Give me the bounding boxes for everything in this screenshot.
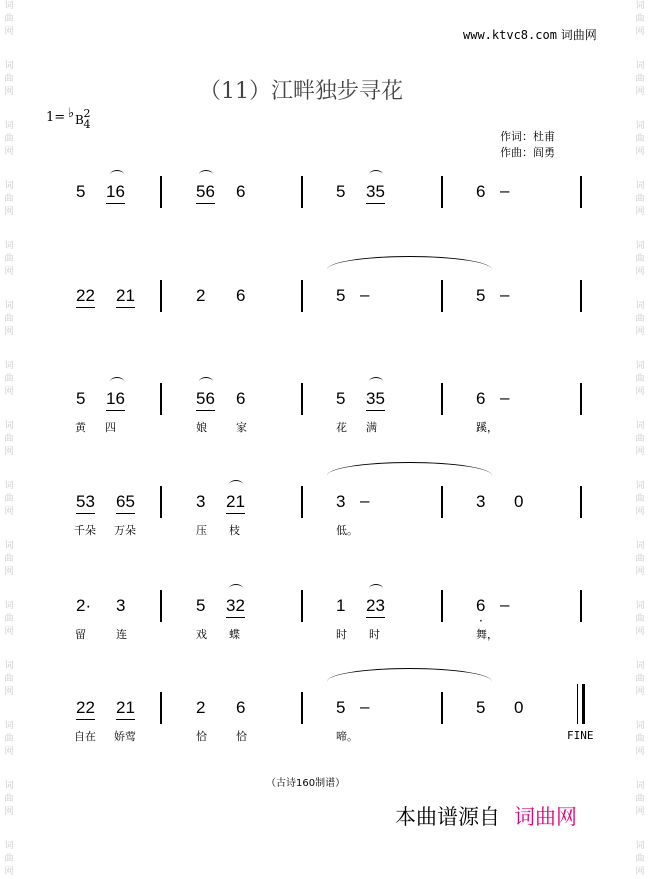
watermark-char: 词 xyxy=(4,661,14,671)
composer-credit: 作曲：阎勇 xyxy=(500,146,555,159)
flat-symbol: ♭ xyxy=(68,106,75,121)
bar-line xyxy=(301,383,303,415)
final-barline-thick xyxy=(582,684,585,724)
watermark-char: 曲 xyxy=(4,494,14,504)
lyric-syllable: 戏 xyxy=(196,628,207,641)
lyric-syllable: 恰 xyxy=(196,730,207,743)
watermark-char: 曲 xyxy=(4,854,14,864)
tie-arc xyxy=(369,377,383,386)
watermark-char: 曲 xyxy=(4,614,14,624)
watermark-char: 曲 xyxy=(4,554,14,564)
key-prefix: 1= xyxy=(46,110,66,125)
score-row-1 xyxy=(0,182,650,242)
note-group: 23 xyxy=(366,596,385,618)
bar-line xyxy=(441,590,443,622)
watermark-glyphs xyxy=(633,120,647,159)
watermark-char: 网 xyxy=(635,807,645,817)
watermark-char: 网 xyxy=(635,147,645,157)
score-row-6 xyxy=(0,698,650,758)
watermark-char: 网 xyxy=(4,747,14,757)
lyric-syllable: 四 xyxy=(105,421,116,434)
watermark-char: 网 xyxy=(635,447,645,457)
watermark-char: 词 xyxy=(635,481,645,491)
watermark-char: 词 xyxy=(4,841,14,851)
watermark-char: 曲 xyxy=(635,254,645,264)
watermark-char: 词 xyxy=(635,421,645,431)
watermark-char: 网 xyxy=(4,387,14,397)
score-row-2 xyxy=(0,286,650,346)
lyric-syllable: 蹊， xyxy=(476,421,498,434)
lyric-syllable: 枝 xyxy=(229,524,240,537)
note-group: 16 xyxy=(106,389,125,411)
note-group: 22 xyxy=(76,698,95,720)
watermark-glyphs xyxy=(633,0,647,39)
fine-marking: FINE xyxy=(567,729,594,742)
song-title: （11）江畔独步寻花 xyxy=(199,79,403,104)
meter-bottom: 4 xyxy=(83,118,91,131)
watermark-char: 网 xyxy=(4,447,14,457)
lyricist-credit: 作词：杜甫 xyxy=(500,130,555,143)
note: 5 xyxy=(476,286,486,305)
lyric-syllable: 自在 xyxy=(74,730,96,743)
watermark-char: 曲 xyxy=(4,734,14,744)
tie-arc xyxy=(110,170,124,179)
low-octave-dot: · xyxy=(479,614,483,628)
final-barline-thin xyxy=(577,684,578,724)
watermark-char: 网 xyxy=(4,147,14,157)
watermark-char: 曲 xyxy=(635,374,645,384)
note: 5 xyxy=(76,389,86,408)
watermark-char: 曲 xyxy=(4,794,14,804)
watermark-char: 词 xyxy=(4,1,14,11)
watermark-char: 词 xyxy=(635,721,645,731)
watermark-char: 网 xyxy=(4,567,14,577)
watermark-char: 网 xyxy=(635,747,645,757)
bar-line xyxy=(441,692,443,724)
watermark-char: 曲 xyxy=(4,14,14,24)
watermark-char: 词 xyxy=(635,1,645,11)
lyric-syllable: 蝶 xyxy=(229,628,240,641)
bar-line xyxy=(160,280,162,312)
bar-line xyxy=(441,486,443,518)
watermark-char: 网 xyxy=(635,507,645,517)
watermark-char: 曲 xyxy=(635,494,645,504)
source-prefix: 本曲谱源自 xyxy=(395,805,500,829)
score-row-5 xyxy=(0,596,650,656)
score-row-3 xyxy=(0,389,650,449)
watermark-char: 曲 xyxy=(635,794,645,804)
lyric-syllable: 啼。 xyxy=(336,730,358,743)
note-group: 21 xyxy=(226,492,245,514)
watermark-char: 曲 xyxy=(635,314,645,324)
note: 6 xyxy=(236,389,246,408)
tie-arc xyxy=(369,584,383,593)
watermark-glyphs xyxy=(2,780,16,819)
lyric-syllable: 万朵 xyxy=(114,524,136,537)
bar-line xyxy=(580,383,582,415)
note: 5 xyxy=(196,596,206,615)
watermark-char: 曲 xyxy=(4,254,14,264)
note: 6 xyxy=(476,596,486,615)
key-signature xyxy=(46,106,91,131)
watermark-char: 曲 xyxy=(4,434,14,444)
watermark-char: 网 xyxy=(635,207,645,217)
bar-line xyxy=(160,590,162,622)
watermark-glyphs xyxy=(633,240,647,279)
watermark-char: 网 xyxy=(635,567,645,577)
tie-arc xyxy=(229,584,243,593)
bar-line xyxy=(160,383,162,415)
watermark-char: 词 xyxy=(4,121,14,131)
watermark-char: 网 xyxy=(4,687,14,697)
note-group: 32 xyxy=(226,596,245,618)
slur-arc xyxy=(327,462,492,489)
lyric-syllable: 时 xyxy=(369,628,380,641)
watermark-char: 曲 xyxy=(635,614,645,624)
extension-dash: – xyxy=(360,491,370,510)
lyric-syllable: 连 xyxy=(116,628,127,641)
lyric-syllable: 千朵 xyxy=(74,524,96,537)
note-group: 65 xyxy=(116,492,135,514)
watermark-char: 词 xyxy=(635,121,645,131)
watermark-char: 词 xyxy=(4,781,14,791)
site-url[interactable]: www.ktvc8.com xyxy=(463,28,557,42)
bar-line xyxy=(580,486,582,518)
note-group: 35 xyxy=(366,389,385,411)
watermark-char: 词 xyxy=(4,361,14,371)
rest: 0 xyxy=(514,698,524,717)
watermark-char: 词 xyxy=(635,361,645,371)
note: 5 xyxy=(76,182,86,201)
watermark-char: 词 xyxy=(4,721,14,731)
bar-line xyxy=(580,176,582,208)
note-group: 53 xyxy=(76,492,95,514)
watermark-char: 曲 xyxy=(635,194,645,204)
note-group: 16 xyxy=(106,182,125,204)
bar-line xyxy=(580,590,582,622)
note: 5 xyxy=(336,389,346,408)
watermark-char: 网 xyxy=(4,87,14,97)
watermark-glyphs xyxy=(2,0,16,39)
watermark-glyphs xyxy=(633,660,647,699)
watermark-char: 曲 xyxy=(4,194,14,204)
lyric-syllable: 黄 xyxy=(75,421,86,434)
lyric-syllable: 家 xyxy=(236,421,247,434)
tie-arc xyxy=(229,480,243,489)
lyric-syllable: 满 xyxy=(366,421,377,434)
watermark-char: 网 xyxy=(4,867,14,877)
bar-line xyxy=(441,383,443,415)
watermark-char: 曲 xyxy=(635,434,645,444)
extension-dash: – xyxy=(500,181,510,200)
key-tonic: B xyxy=(75,113,84,127)
note: 5 xyxy=(476,698,486,717)
extension-dash: – xyxy=(360,285,370,304)
note: 2 xyxy=(196,698,206,717)
note-group: 56 xyxy=(196,182,215,204)
watermark-char: 网 xyxy=(4,507,14,517)
watermark-char: 词 xyxy=(635,601,645,611)
watermark-char: 网 xyxy=(4,267,14,277)
tie-arc xyxy=(199,377,213,386)
watermark-char: 曲 xyxy=(4,374,14,384)
watermark-char: 曲 xyxy=(635,674,645,684)
lyric-syllable: 低。 xyxy=(336,524,358,537)
watermark-char: 网 xyxy=(635,27,645,37)
watermark-char: 词 xyxy=(635,61,645,71)
note: 5 xyxy=(336,286,346,305)
note: 6 xyxy=(236,182,246,201)
bar-line xyxy=(301,590,303,622)
note: 5 xyxy=(336,698,346,717)
watermark-char: 网 xyxy=(4,627,14,637)
watermark-char: 词 xyxy=(635,301,645,311)
note: 6 xyxy=(476,182,486,201)
note-group: 56 xyxy=(196,389,215,411)
extension-dash: – xyxy=(360,697,370,716)
watermark-char: 曲 xyxy=(635,74,645,84)
watermark-char: 词 xyxy=(4,421,14,431)
watermark-char: 网 xyxy=(635,627,645,637)
bar-line xyxy=(160,486,162,518)
watermark-char: 网 xyxy=(635,867,645,877)
watermark-char: 词 xyxy=(4,601,14,611)
bar-line xyxy=(441,280,443,312)
watermark-glyphs xyxy=(633,60,647,99)
watermark-char: 网 xyxy=(635,687,645,697)
bar-line xyxy=(301,486,303,518)
watermark-char: 网 xyxy=(635,87,645,97)
lyric-syllable: 恰 xyxy=(236,730,247,743)
watermark-char: 词 xyxy=(4,301,14,311)
lyric-syllable: 时 xyxy=(336,628,347,641)
watermark-char: 曲 xyxy=(4,674,14,684)
note: 6 xyxy=(236,286,246,305)
arrangement-note: （古诗160制谱） xyxy=(266,778,346,789)
watermark-char: 网 xyxy=(4,807,14,817)
watermark-char: 曲 xyxy=(4,134,14,144)
watermark-char: 词 xyxy=(635,241,645,251)
source-credit xyxy=(395,801,577,831)
tie-arc xyxy=(110,377,124,386)
note: 3 xyxy=(196,492,206,511)
watermark-char: 词 xyxy=(635,661,645,671)
note: 2 xyxy=(196,286,206,305)
bar-line xyxy=(160,176,162,208)
watermark-char: 词 xyxy=(635,181,645,191)
site-name: 词曲网 xyxy=(560,28,597,42)
lyric-syllable: 娇莺 xyxy=(114,730,136,743)
note: 1 xyxy=(336,596,346,615)
watermark-char: 词 xyxy=(4,61,14,71)
watermark-char: 曲 xyxy=(635,554,645,564)
watermark-glyphs xyxy=(2,120,16,159)
source-brand-link[interactable]: 词曲网 xyxy=(514,805,577,829)
meter-top: 2 xyxy=(83,107,91,120)
lyric-syllable: 压 xyxy=(196,524,207,537)
extension-dash: – xyxy=(500,388,510,407)
watermark-char: 词 xyxy=(4,181,14,191)
watermark-char: 曲 xyxy=(635,854,645,864)
note: 2· xyxy=(76,596,92,615)
lyric-syllable: 舞， xyxy=(476,628,498,641)
watermark-char: 词 xyxy=(635,781,645,791)
note-group: 35 xyxy=(366,182,385,204)
extension-dash: – xyxy=(500,595,510,614)
watermark-glyphs xyxy=(2,240,16,279)
bar-line xyxy=(301,176,303,208)
slur-arc xyxy=(327,256,492,283)
lyric-syllable: 留 xyxy=(75,628,86,641)
watermark-char: 网 xyxy=(4,27,14,37)
site-credit xyxy=(463,26,597,43)
watermark-char: 网 xyxy=(635,327,645,337)
watermark-char: 曲 xyxy=(4,314,14,324)
score-row-4 xyxy=(0,492,650,552)
lyric-syllable: 娘 xyxy=(196,421,207,434)
watermark-char: 曲 xyxy=(635,14,645,24)
slur-arc xyxy=(327,668,492,695)
watermark-char: 曲 xyxy=(635,134,645,144)
note: 3 xyxy=(476,492,486,511)
watermark-glyphs xyxy=(2,660,16,699)
bar-line xyxy=(160,692,162,724)
rest: 0 xyxy=(514,492,524,511)
watermark-char: 网 xyxy=(4,327,14,337)
watermark-char: 网 xyxy=(635,387,645,397)
watermark-char: 曲 xyxy=(4,74,14,84)
note: 3 xyxy=(116,596,126,615)
lyric-syllable: 花 xyxy=(336,421,347,434)
watermark-char: 词 xyxy=(635,841,645,851)
watermark-glyphs xyxy=(633,780,647,819)
bar-line xyxy=(441,176,443,208)
note: 5 xyxy=(336,182,346,201)
note: 6 xyxy=(236,698,246,717)
extension-dash: – xyxy=(500,285,510,304)
tie-arc xyxy=(199,170,213,179)
bar-line xyxy=(301,280,303,312)
watermark-char: 词 xyxy=(4,481,14,491)
watermark-char: 曲 xyxy=(635,734,645,744)
watermark-char: 词 xyxy=(4,241,14,251)
note: 6 xyxy=(476,389,486,408)
watermark-char: 网 xyxy=(4,207,14,217)
watermark-glyphs xyxy=(2,60,16,99)
note-group: 22 xyxy=(76,286,95,308)
watermark-char: 词 xyxy=(4,541,14,551)
tie-arc xyxy=(369,170,383,179)
watermark-char: 网 xyxy=(635,267,645,277)
note-group: 21 xyxy=(116,286,135,308)
time-signature xyxy=(83,108,91,130)
note: 3 xyxy=(336,492,346,511)
bar-line xyxy=(580,280,582,312)
note-group: 21 xyxy=(116,698,135,720)
watermark-char: 词 xyxy=(635,541,645,551)
bar-line xyxy=(301,692,303,724)
